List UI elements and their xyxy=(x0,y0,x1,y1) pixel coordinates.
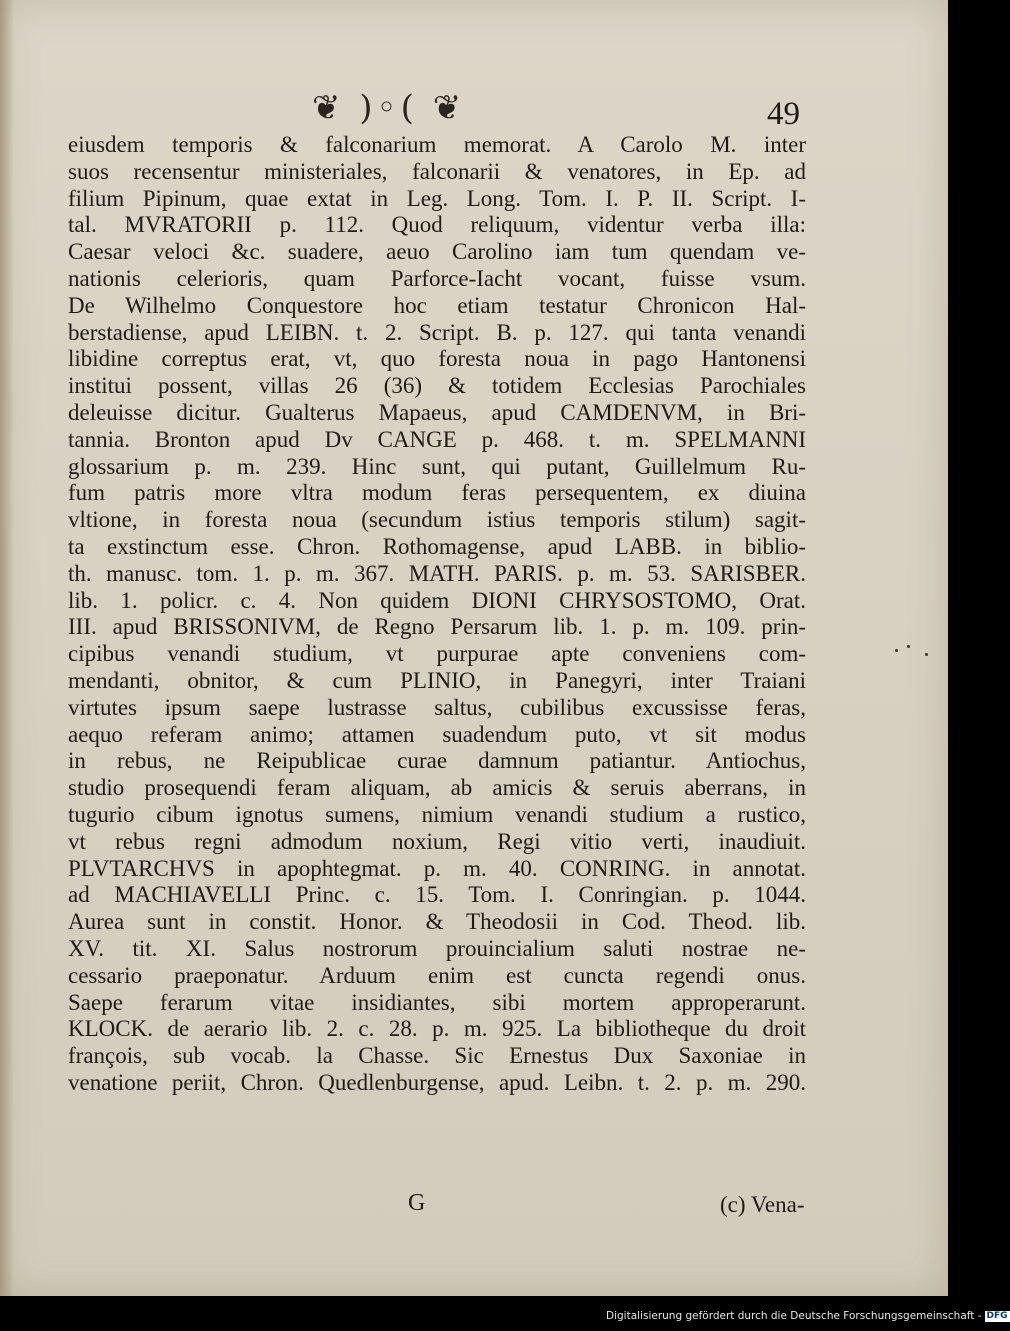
page-number: 49 xyxy=(767,96,800,132)
text-line: fum patris more vltra modum feras persequentem, ex diuina xyxy=(68,480,806,506)
text-line: tugurio cibum ignotus sumens, nimium venandi studium a rustico, xyxy=(68,801,806,827)
text-line: Saepe ferarum vitae insidiantes, sibi mortem approperarunt. xyxy=(68,989,806,1015)
text-line: virtutes ipsum saepe lustrasse saltus, cubilibus excussisse feras, xyxy=(68,694,806,720)
text-line: libidine correptus erat, vt, quo foresta noua in pago Hantonensi xyxy=(68,346,806,372)
text-line: tal. MVRATORII p. 112. Quod reliquum, videntur verba illa: xyxy=(68,212,806,238)
text-line: suos recensentur ministeriales, falconarii & venatores, in Ep. ad xyxy=(68,158,806,184)
text-line: ad MACHIAVELLI Princ. c. 15. Tom. I. Conringian. p. 1044. xyxy=(68,882,806,908)
text-line: th. manusc. tom. 1. p. m. 367. MATH. PARIS. p. m. 53. SARISBER. xyxy=(68,560,806,586)
text-line: glossarium p. m. 239. Hinc sunt, qui putant, Guillelmum Ru- xyxy=(68,453,806,479)
header-ornament: ❦ )◦( ❦ xyxy=(312,88,466,128)
text-line: nationis celerioris, quam Parforce-Iacht vocant, fuisse vsum. xyxy=(68,265,806,291)
text-line: ta exstinctum esse. Chron. Rothomagense, apud LABB. in biblio- xyxy=(68,533,806,559)
catchword: (c) Vena- xyxy=(720,1192,805,1217)
text-line: eiusdem temporis & falconarium memorat. A Carolo M. inter xyxy=(68,132,806,157)
text-line: mendanti, obnitor, & cum PLINIO, in Panegyri, inter Traiani xyxy=(68,667,806,693)
text-line: françois, sub vocab. la Chasse. Sic Ernestus Dux Saxoniae in xyxy=(68,1043,806,1069)
digitization-credit xyxy=(606,1310,1010,1322)
text-line: vltione, in foresta noua (secundum istius temporis stilum) sagit- xyxy=(68,507,806,533)
text-line: venatione periit, Chron. Quedlenburgense, apud. Leibn. t. 2. p. m. 290. xyxy=(68,1069,806,1095)
text-line: in rebus, ne Reipublicae curae damnum patiantur. Antiochus, xyxy=(68,748,806,774)
text-line: Aurea sunt in constit. Honor. & Theodosii in Cod. Theod. lib. xyxy=(68,909,806,935)
text-line: vt rebus regni admodum noxium, Regi vitio verti, inaudiuit. xyxy=(68,828,806,854)
text-line: institui possent, villas 26 (36) & totidem Ecclesias Parochiales xyxy=(68,373,806,399)
dfg-logo: DFG xyxy=(986,1310,1008,1321)
text-line: KLOCK. de aerario lib. 2. c. 28. p. m. 925. La bibliotheque du droit xyxy=(68,1016,806,1042)
text-line: studio prosequendi feram aliquam, ab amicis & seruis aberrans, in xyxy=(68,775,806,801)
ink-specks xyxy=(895,645,935,665)
text-line: Caesar veloci &c. suadere, aeuo Carolino iam tum quendam ve- xyxy=(68,239,806,265)
text-line: XV. tit. XI. Salus nostrorum prouincialium saluti nostrae ne- xyxy=(68,935,806,961)
text-line: PLVTARCHVS in apophtegmat. p. m. 40. CONRING. in annotat. xyxy=(68,855,806,881)
body-text xyxy=(68,132,806,1097)
text-line: III. apud BRISSONIVM, de Regno Persarum lib. 1. p. m. 109. prin- xyxy=(68,614,806,640)
signature-mark: G xyxy=(408,1190,426,1216)
text-line: De Wilhelmo Conquestore hoc etiam testatur Chronicon Hal- xyxy=(68,292,806,318)
text-line: tannia. Bronton apud Dv CANGE p. 468. t. m. SPELMANNI xyxy=(68,426,806,452)
text-line: cessario praeponatur. Arduum enim est cuncta regendi onus. xyxy=(68,962,806,988)
text-line: berstadiense, apud LEIBN. t. 2. Script. B. p. 127. qui tanta venandi xyxy=(68,319,806,345)
text-line: cipibus venandi studium, vt purpurae apte conveniens com- xyxy=(68,641,806,667)
text-line: lib. 1. policr. c. 4. Non quidem DIONI CHRYSOSTOMO, Orat. xyxy=(68,587,806,613)
text-line: filium Pipinum, quae extat in Leg. Long. Tom. I. P. II. Script. I- xyxy=(68,185,806,211)
credit-text: Digitalisierung gefördert durch die Deutsche Forschungsgemeinschaft - xyxy=(606,1310,982,1322)
text-line: aequo referam animo; attamen suadendum puto, vt sit modus xyxy=(68,721,806,747)
text-line: deleuisse dicitur. Gualterus Mapaeus, apud CAMDENVM, in Bri- xyxy=(68,399,806,425)
